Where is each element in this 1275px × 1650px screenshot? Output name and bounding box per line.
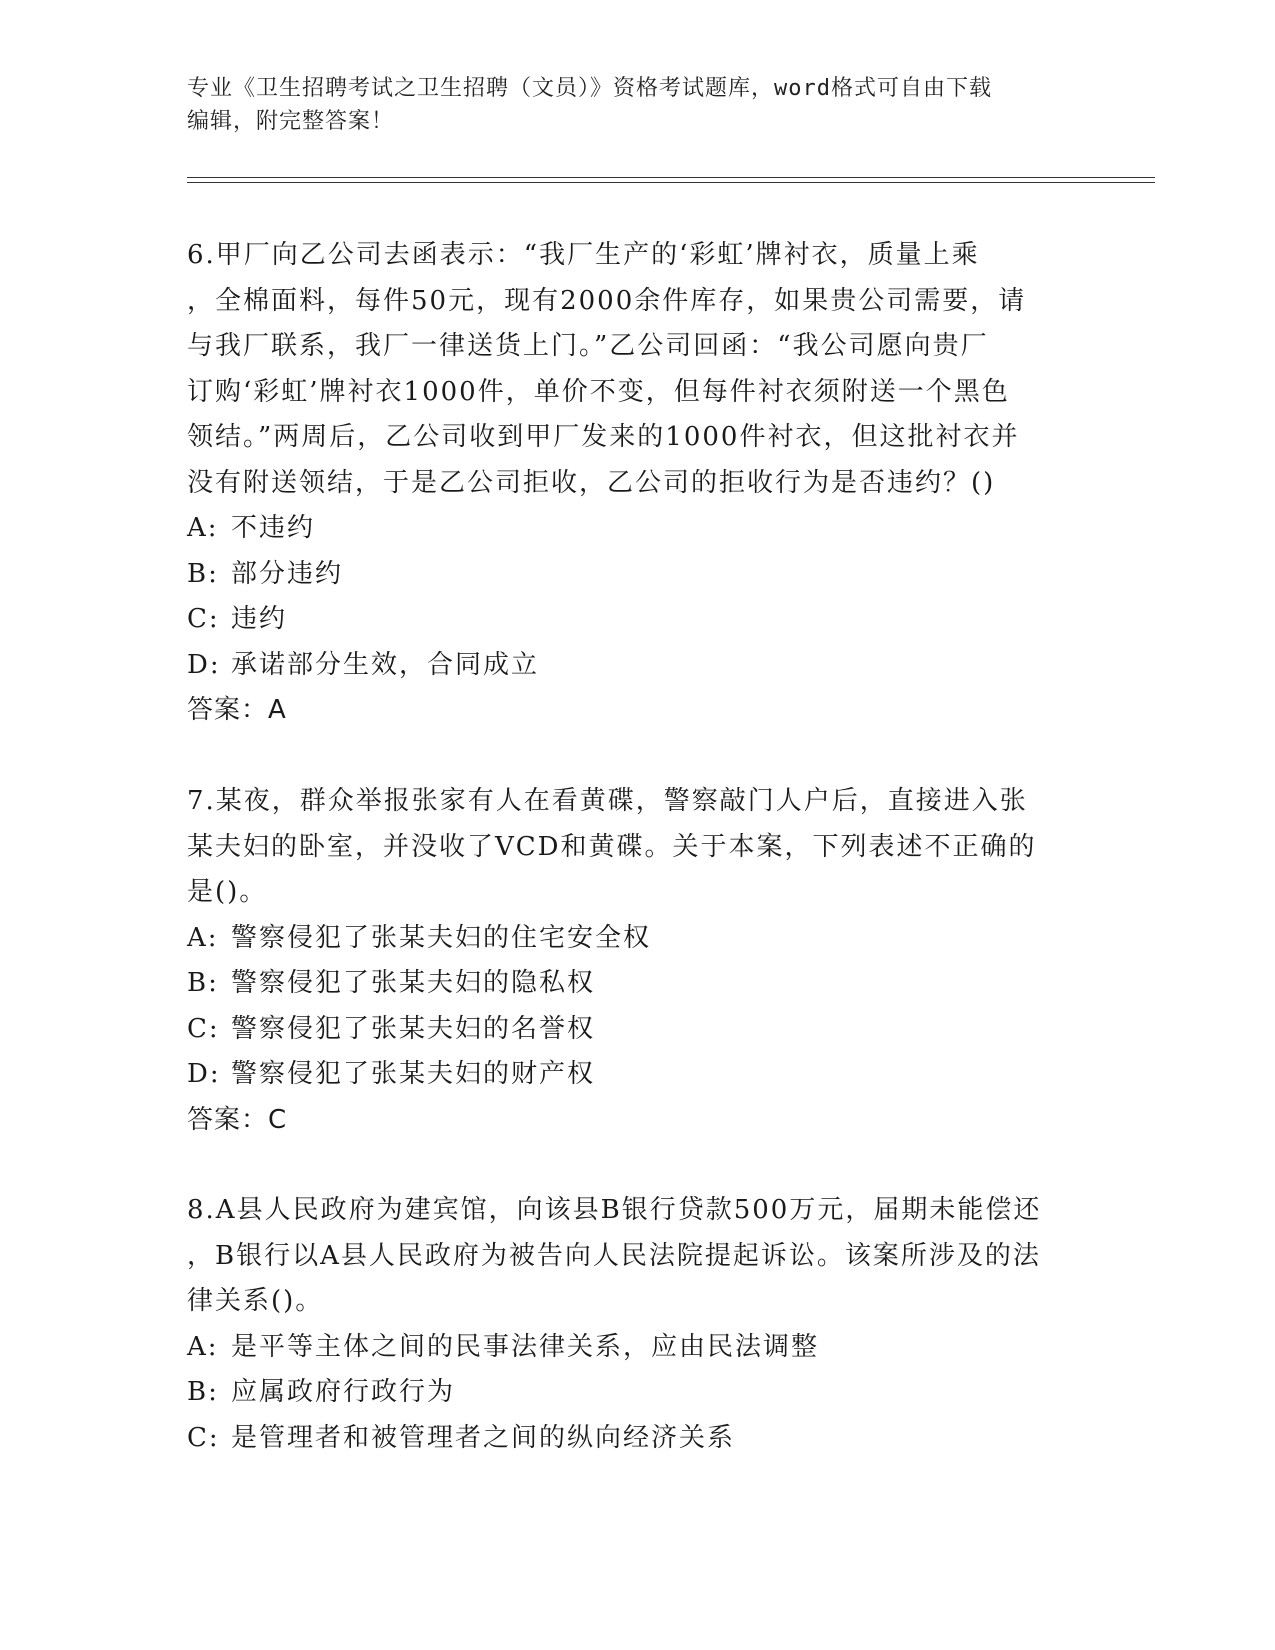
question-line: 8.A县人民政府为建宾馆，向该县B银行贷款500万元，届期未能偿还 (187, 1195, 1042, 1225)
question-line: 与我厂联系，我厂一律送货上门。”乙公司回函：“我公司愿向贵厂 (187, 331, 989, 361)
option-text: 承诺部分生效，合同成立 (231, 649, 540, 680)
option-b (187, 552, 1087, 598)
option-a (187, 1325, 1087, 1371)
option-key: D: (187, 649, 221, 680)
option-key: A: (187, 1331, 219, 1362)
option-text: 是平等主体之间的民事法律关系，应由民法调整 (231, 1331, 820, 1362)
option-text: 警察侵犯了张某夫妇的住宅安全权 (231, 922, 652, 953)
option-d (187, 643, 1087, 689)
option-key: A: (187, 922, 219, 953)
option-c (187, 1416, 1087, 1462)
option-c (187, 1007, 1087, 1053)
option-key: A: (187, 513, 219, 543)
question-text (187, 233, 1087, 506)
header-line-2: 编辑，附完整答案！ (187, 109, 395, 134)
question-line: ，B银行以A县人民政府为被告向人民法院提起诉讼。该案所涉及的法 (187, 1240, 1041, 1271)
option-text: 警察侵犯了张某夫妇的财产权 (231, 1059, 596, 1089)
option-d (187, 1052, 1087, 1098)
option-b (187, 961, 1087, 1007)
header-divider-top (187, 177, 1155, 178)
option-key: D: (187, 1059, 221, 1089)
question-7 (187, 779, 1087, 1143)
question-line: 订购‘彩虹’牌衬衣1000件，单价不变，但每件衬衣须附送一个黑色 (187, 376, 1010, 407)
option-text: 应属政府行政行为 (231, 1377, 456, 1407)
answer-label: 答案：A (187, 695, 287, 725)
question-line: 没有附送领结，于是乙公司拒收，乙公司的拒收行为是否违约？() (187, 467, 996, 498)
question-6 (187, 233, 1087, 734)
question-line: 领结。”两周后，乙公司收到甲厂发来的1000件衬衣，但这批衬衣并 (187, 422, 1020, 452)
question-line: ，全棉面料，每件50元，现有2000余件库存，如果贵公司需要，请 (187, 285, 1027, 316)
question-line: 是()。 (187, 877, 268, 907)
question-line: 6.甲厂向乙公司去函表示：“我厂生产的‘彩虹’牌衬衣，质量上乘 (187, 240, 980, 270)
option-text: 是管理者和被管理者之间的纵向经济关系 (231, 1422, 736, 1453)
option-key: B: (187, 1377, 219, 1407)
option-text: 违约 (231, 604, 288, 634)
header-divider-bottom (187, 182, 1155, 183)
option-key: C: (187, 1422, 220, 1453)
option-key: C: (187, 1013, 220, 1044)
question-line: 某夫妇的卧室，并没收了VCD和黄碟。关于本案，下列表述不正确的 (187, 831, 1037, 862)
option-b (187, 1370, 1087, 1416)
header-line-1: 专业《卫生招聘考试之卫生招聘（文员）》资格考试题库，word格式可自由下载 (187, 76, 992, 101)
option-text: 警察侵犯了张某夫妇的名誉权 (231, 1013, 596, 1044)
question-text (187, 1188, 1087, 1325)
question-text (187, 779, 1087, 916)
answer-label: 答案：C (187, 1104, 288, 1135)
option-key: B: (187, 968, 219, 998)
document-header (187, 72, 1087, 138)
question-8 (187, 1188, 1087, 1461)
option-c (187, 597, 1087, 643)
question-line: 7.某夜，群众举报张家有人在看黄碟，警察敲门人户后，直接进入张 (187, 786, 1028, 816)
option-text: 不违约 (231, 513, 316, 543)
option-a (187, 506, 1087, 552)
option-key: C: (187, 604, 220, 634)
option-text: 警察侵犯了张某夫妇的隐私权 (231, 968, 596, 998)
option-key: B: (187, 558, 219, 589)
question-line: 律关系()。 (187, 1286, 324, 1316)
option-a (187, 916, 1087, 962)
option-text: 部分违约 (231, 558, 344, 589)
